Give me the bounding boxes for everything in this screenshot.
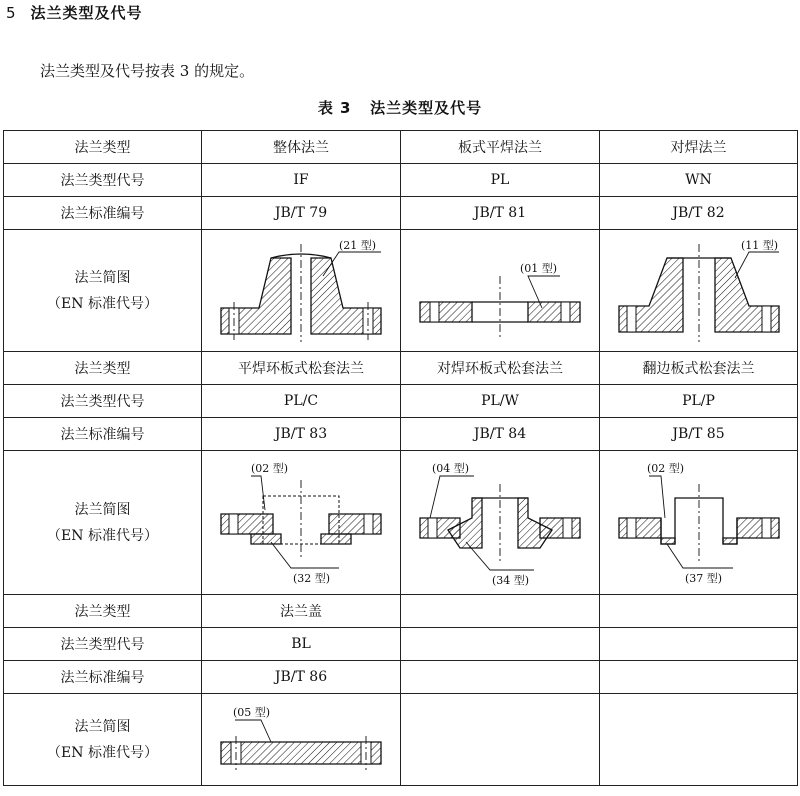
bolt-hole-right (561, 302, 570, 322)
table-row (4, 230, 798, 352)
standard-cell: JB/T 82 (600, 197, 798, 230)
section-number: 5 (6, 4, 17, 22)
flange-section-right (737, 518, 779, 538)
flange-section-left (619, 518, 661, 538)
table-row (4, 628, 798, 661)
ring-section-right (321, 534, 351, 544)
empty-cell (401, 628, 600, 661)
section-title: 法兰类型及代号 (30, 4, 143, 22)
table-row (4, 164, 798, 197)
code-cell: BL (202, 628, 401, 661)
empty-cell (401, 694, 600, 786)
figure-label-line2: （EN 标准代号） (47, 744, 158, 761)
bolt-hole-right (762, 518, 771, 538)
figure-cell (401, 451, 600, 595)
table-caption (0, 97, 800, 118)
bolt-hole-right (563, 518, 572, 538)
type-cell: 板式平焊法兰 (401, 131, 600, 164)
table-row (4, 418, 798, 451)
type-cell: 翻边板式松套法兰 (600, 352, 798, 385)
figure-cell (401, 230, 600, 352)
intro-paragraph: 法兰类型及代号按表 3 的规定。 (40, 62, 255, 80)
row-label-standard: 法兰标准编号 (4, 418, 202, 451)
type-tag-bottom: (32 型) (293, 571, 331, 585)
figure-cell (600, 230, 798, 352)
bolt-hole-right (762, 306, 771, 332)
figure-cell (202, 451, 401, 595)
leader-line-bottom (667, 544, 733, 568)
type-cell: 对焊法兰 (600, 131, 798, 164)
row-label-code: 法兰类型代号 (4, 385, 202, 418)
slip-on-ring-flange-drawing (211, 458, 391, 588)
code-cell: PL/P (600, 385, 798, 418)
code-cell: IF (202, 164, 401, 197)
type-tag-bottom: (37 型) (684, 571, 722, 585)
type-cell: 对焊环板式松套法兰 (401, 352, 600, 385)
type-cell: 整体法兰 (202, 131, 401, 164)
type-tag: (01 型) (520, 261, 558, 275)
welding-ring-flange-drawing (410, 458, 590, 588)
empty-cell (401, 595, 600, 628)
bolt-hole-left (627, 306, 636, 332)
standard-cell: JB/T 79 (202, 197, 401, 230)
bolt-hole-left (428, 518, 437, 538)
row-label-type: 法兰类型 (4, 595, 202, 628)
row-label-code: 法兰类型代号 (4, 628, 202, 661)
table-row (4, 451, 798, 595)
row-label-standard: 法兰标准编号 (4, 197, 202, 230)
bolt-hole-left (627, 518, 636, 538)
table-row (4, 595, 798, 628)
flange-types-table (3, 130, 798, 786)
code-cell: PL/C (202, 385, 401, 418)
type-tag-top: (02 型) (251, 461, 289, 475)
code-cell: PL/W (401, 385, 600, 418)
leader-line-top (649, 476, 665, 518)
blind-flange-drawing (211, 698, 391, 782)
type-cell: 法兰盖 (202, 595, 401, 628)
flange-section-right (528, 302, 580, 322)
row-label-code: 法兰类型代号 (4, 164, 202, 197)
empty-cell (401, 661, 600, 694)
standard-cell: JB/T 83 (202, 418, 401, 451)
figure-cell (600, 451, 798, 595)
figure-label-line2: （EN 标准代号） (47, 527, 158, 544)
table-number: 表 3 (317, 99, 352, 117)
type-cell: 平焊环板式松套法兰 (202, 352, 401, 385)
figure-cell (202, 230, 401, 352)
type-tag: (05 型) (233, 705, 271, 719)
row-label-type: 法兰类型 (4, 352, 202, 385)
leader-line (235, 720, 271, 742)
row-label-standard: 法兰标准编号 (4, 661, 202, 694)
table-row (4, 197, 798, 230)
table-row (4, 131, 798, 164)
row-label-figure (4, 230, 202, 352)
figure-label-line2: （EN 标准代号） (47, 295, 158, 312)
empty-cell (600, 595, 798, 628)
figure-label-line1: 法兰简图 (74, 718, 131, 735)
empty-cell (600, 661, 798, 694)
blind-section (221, 742, 381, 764)
figure-label-line1: 法兰简图 (74, 269, 131, 286)
flange-section-left (420, 302, 472, 322)
row-label-figure (4, 451, 202, 595)
table-row (4, 352, 798, 385)
type-tag-bottom: (34 型) (492, 573, 530, 587)
figure-label-line1: 法兰简图 (74, 501, 131, 518)
empty-cell (600, 628, 798, 661)
flare-section-right (723, 538, 737, 544)
empty-cell (600, 694, 798, 786)
leader-line-bottom (271, 542, 339, 568)
table-row (4, 661, 798, 694)
standard-cell: JB/T 81 (401, 197, 600, 230)
table-row (4, 694, 798, 786)
type-tag-top: (02 型) (646, 461, 684, 475)
code-cell: PL (401, 164, 600, 197)
bolt-hole-left (430, 302, 439, 322)
table-row (4, 385, 798, 418)
integral-flange-drawing (211, 236, 391, 346)
ring-section-left (251, 534, 281, 544)
standard-cell: JB/T 84 (401, 418, 600, 451)
table-title: 法兰类型及代号 (370, 99, 483, 117)
type-tag-top: (04 型) (432, 461, 470, 475)
welding-neck-flange-drawing (609, 236, 789, 346)
standard-cell: JB/T 85 (600, 418, 798, 451)
flare-section-left (661, 538, 675, 544)
standard-cell: JB/T 86 (202, 661, 401, 694)
row-label-type: 法兰类型 (4, 131, 202, 164)
row-label-figure (4, 694, 202, 786)
type-tag: (21 型) (339, 238, 377, 252)
type-tag: (11 型) (740, 238, 778, 252)
leader-line-top (430, 476, 474, 518)
code-cell: WN (600, 164, 798, 197)
leader-line-top (251, 476, 265, 510)
plate-flange-drawing (410, 236, 590, 346)
lap-joint-flange-drawing (609, 458, 789, 588)
bolt-hole-right (364, 514, 373, 534)
leader-line (735, 252, 779, 278)
bolt-hole-left (229, 514, 238, 534)
section-heading (6, 2, 143, 23)
figure-cell (202, 694, 401, 786)
